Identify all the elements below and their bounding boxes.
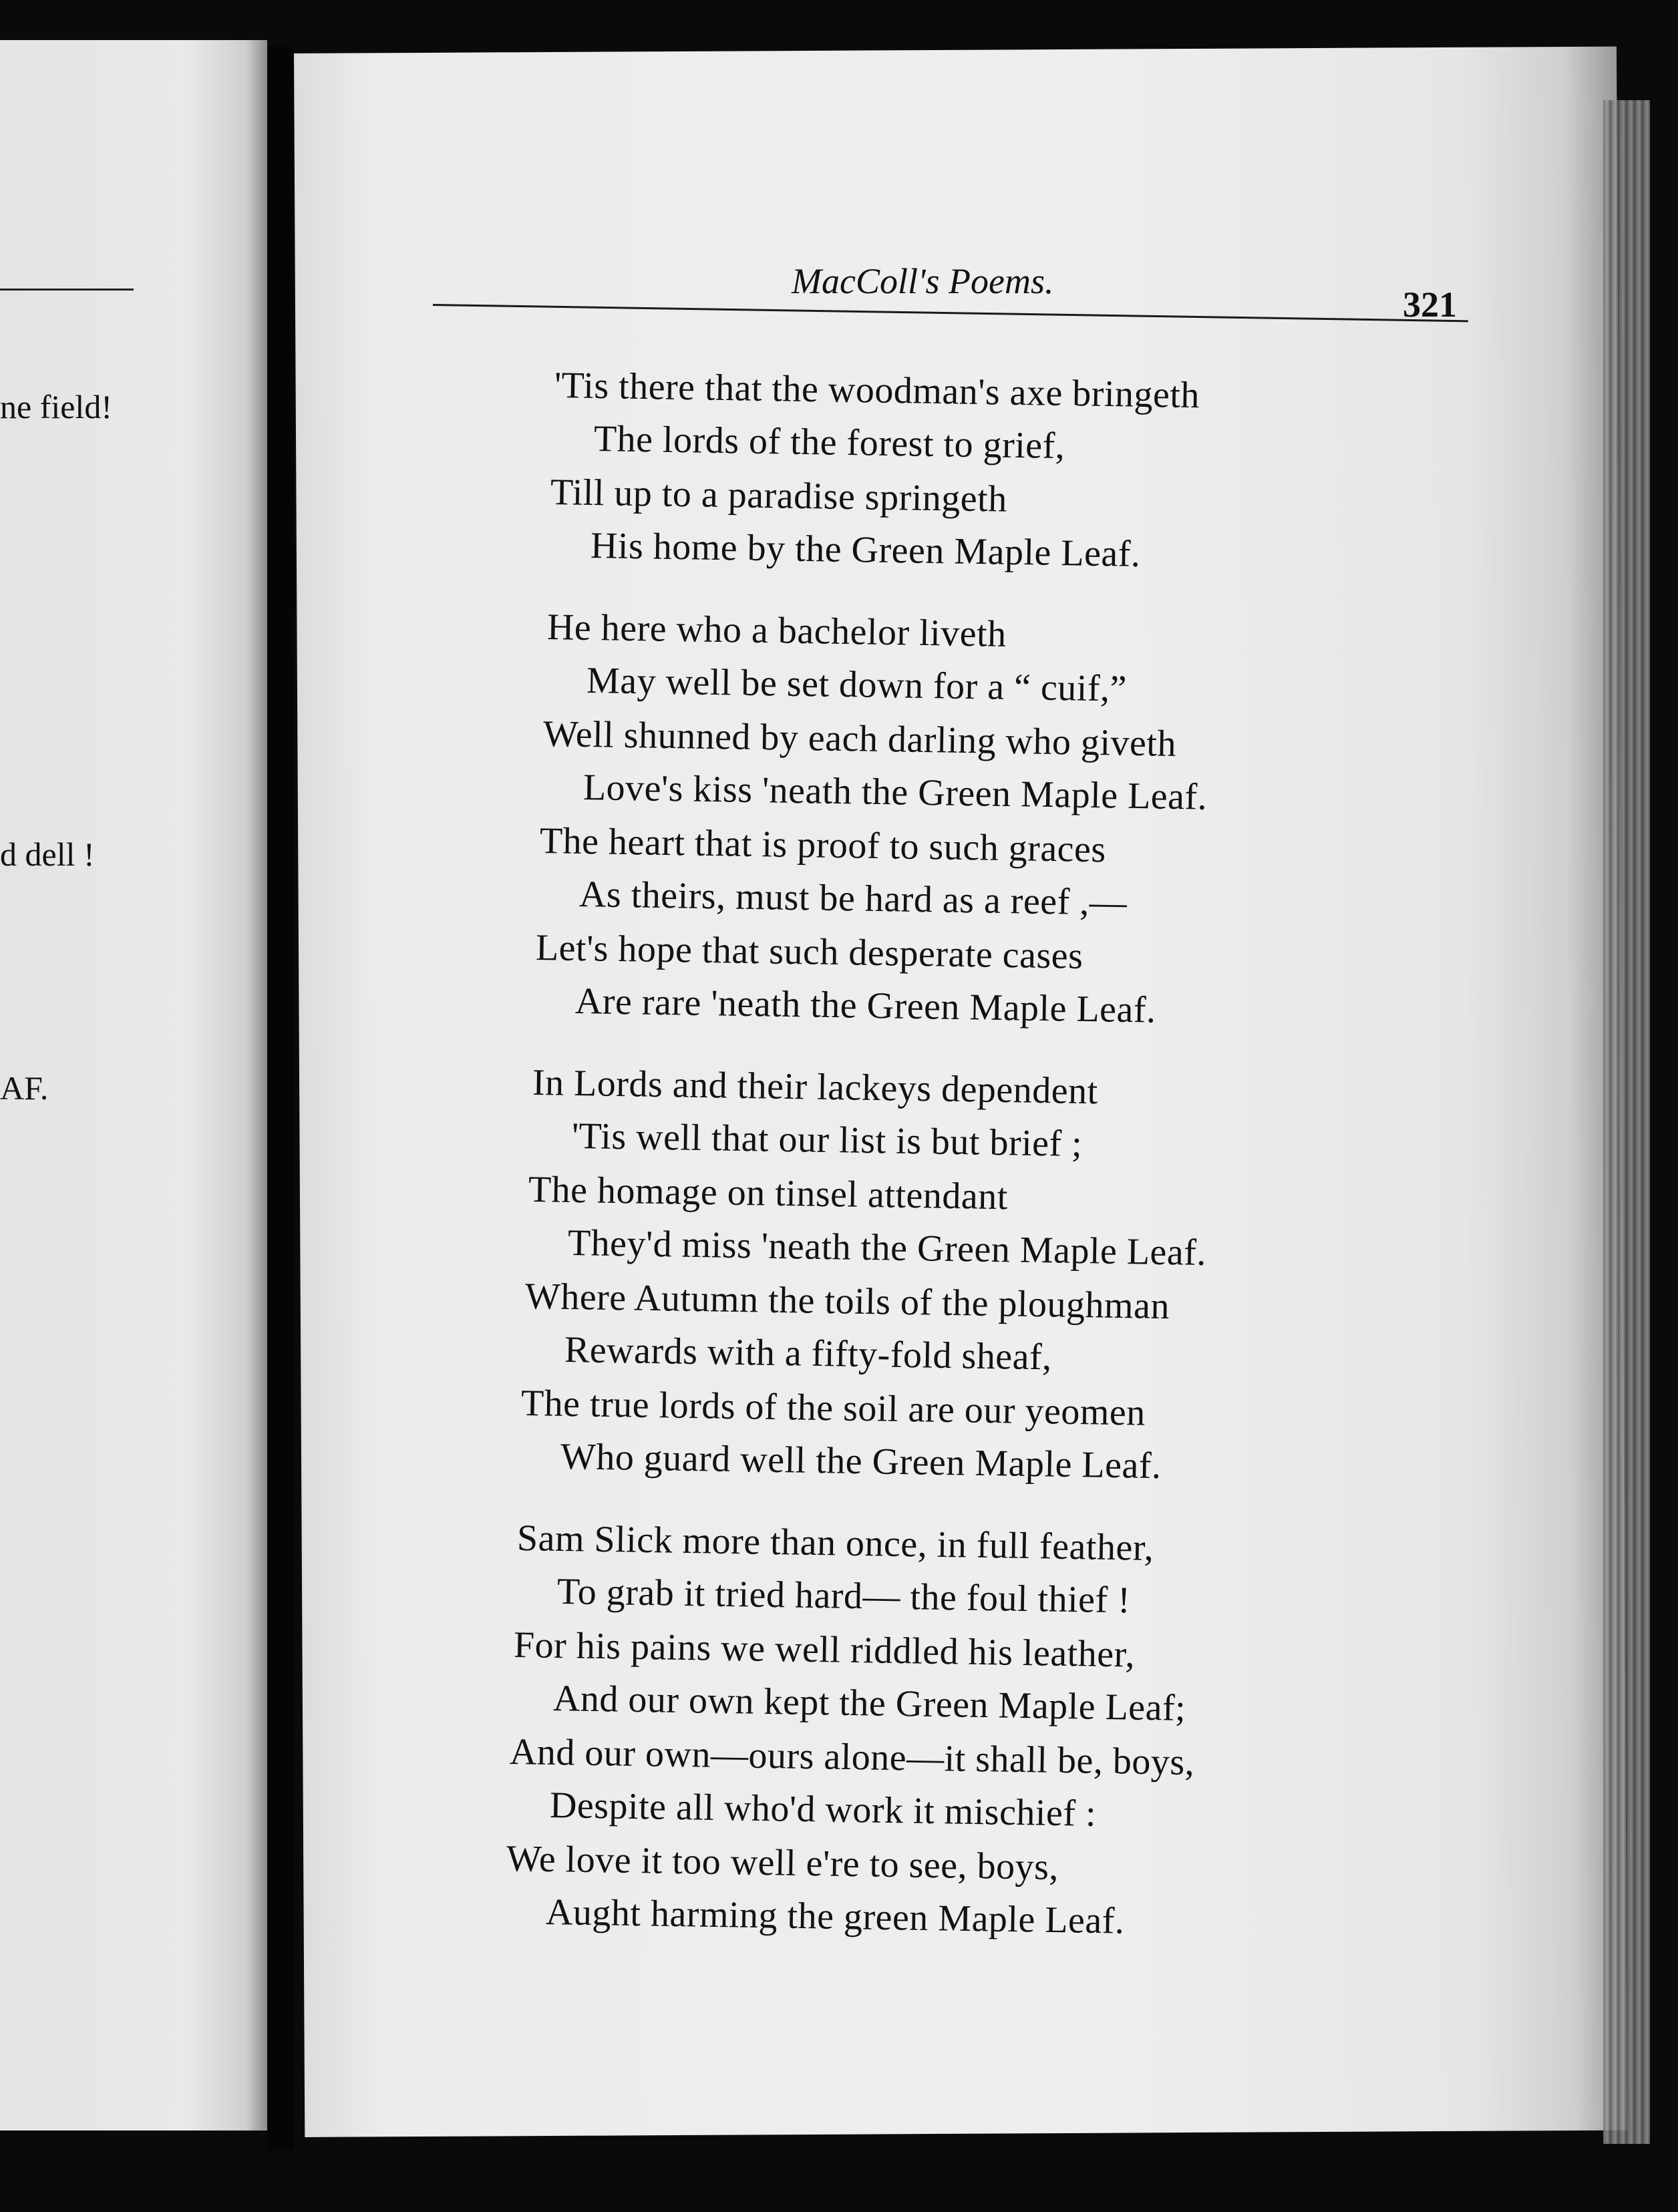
- poem-line: Aught harming the green Maple Leaf.: [545, 1891, 1125, 1942]
- poem-line: To grab it tried hard— the foul thief !: [556, 1571, 1131, 1622]
- poem-line: They'd miss 'neath the Green Maple Leaf.: [567, 1222, 1207, 1274]
- poem-line: Sam Slick more than once, in full feather,: [516, 1517, 1155, 1569]
- poem-line: Where Autumn the toils of the ploughman: [524, 1276, 1170, 1328]
- poem-line: As theirs, must be hard as a reef ,—: [578, 874, 1128, 924]
- left-page-fragment: ne field!: [0, 388, 112, 425]
- left-page-rule: [0, 289, 134, 291]
- left-page-fragment: d dell !: [0, 836, 95, 873]
- page-edges: [1603, 100, 1650, 2144]
- poem-line: Love's kiss 'neath the Green Maple Leaf.: [582, 767, 1208, 818]
- poem-line: Let's hope that such desperate cases: [535, 927, 1084, 977]
- poem-line: His home by the Green Maple Leaf.: [590, 525, 1141, 575]
- poem-line: 'Tis there that the woodman's axe bringeth: [554, 365, 1200, 417]
- poem-line: Are rare 'neath the Green Maple Leaf.: [574, 980, 1157, 1031]
- poem-line: He here who a bachelor liveth: [546, 606, 1007, 655]
- poem-line: Till up to a paradise springeth: [550, 472, 1008, 520]
- poem-line: In Lords and their lackeys dependent: [532, 1062, 1098, 1113]
- poem-line: And our own—ours alone—it shall be, boys,: [509, 1731, 1195, 1784]
- poem-line: The lords of the forest to grief,: [593, 418, 1066, 468]
- running-head: MacColl's Poems.: [792, 261, 1054, 301]
- poem-line: For his pains we well riddled his leather,: [513, 1624, 1136, 1676]
- poem-line: And our own kept the Green Maple Leaf;: [552, 1678, 1186, 1729]
- poem-line: The true lords of the soil are our yeomen: [520, 1382, 1146, 1434]
- poem-line: Despite all who'd work it mischief :: [549, 1785, 1097, 1835]
- poem-line: Well shunned by each darling who giveth: [542, 713, 1177, 765]
- page-number: 321: [1403, 285, 1457, 325]
- left-page-fragment: AF.: [0, 1069, 49, 1107]
- poem-line: We love it too well e're to see, boys,: [506, 1838, 1059, 1888]
- poem-line: The homage on tinsel attendant: [528, 1169, 1009, 1218]
- poem-line: Who guard well the Green Maple Leaf.: [560, 1436, 1162, 1487]
- book-gutter: [267, 47, 294, 2151]
- poem-line: 'Tis well that our list is but brief ;: [571, 1115, 1083, 1165]
- poem-line: Rewards with a fifty-fold sheaf,: [564, 1329, 1052, 1378]
- poem-line: May well be set down for a “ cuif,”: [586, 660, 1128, 710]
- poem-line: The heart that is proof to such graces: [539, 820, 1106, 871]
